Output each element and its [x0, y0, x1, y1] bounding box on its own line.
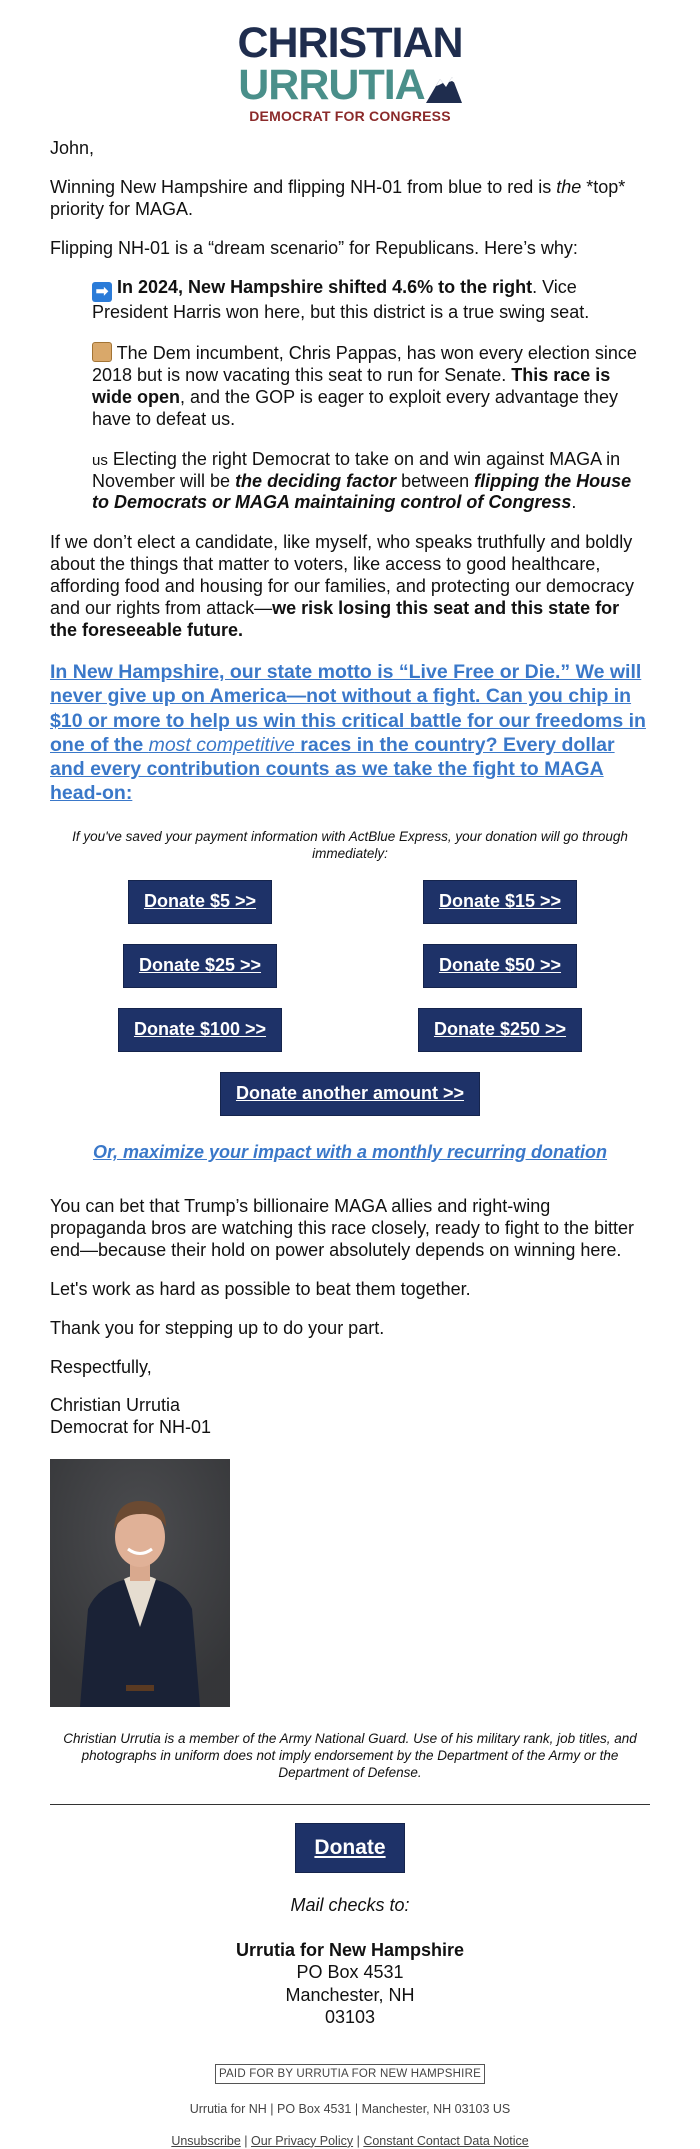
- donate-100-button[interactable]: Donate $100 >>: [118, 1008, 282, 1052]
- logo-first-name: CHRISTIAN: [237, 19, 463, 67]
- campaign-logo: [0, 0, 700, 125]
- arrow-right-icon: ➡: [92, 282, 112, 302]
- unsubscribe-link[interactable]: Unsubscribe: [171, 2133, 241, 2148]
- mailing-address: [50, 1939, 650, 2029]
- donate-button-grid: [50, 880, 650, 1052]
- candidate-portrait-image: [50, 1459, 230, 1707]
- donate-25-button[interactable]: Donate $25 >>: [123, 944, 277, 988]
- reasons-list: [50, 277, 650, 515]
- why-paragraph: Flipping NH-01 is a “dream scenario” for Republicans. Here’s why:: [50, 237, 578, 258]
- mail-checks-label: Mail checks to:: [290, 1894, 410, 1915]
- signature-title: Democrat for NH-01: [50, 1417, 212, 1438]
- footer-links: Unsubscribe | Our Privacy Policy | Constant Contact Data Notice: [171, 2133, 529, 2148]
- donate-cta-link[interactable]: In New Hampshire, our state motto is “Live Free or Die.” We will never give up on America—not without a fight. Can you chip in $10 or more to help us win this critical battle for our freedoms in one of the most competitive races in the country? Every dollar and every contribution counts as we take the fight to MAGA head-on:: [50, 661, 646, 805]
- logo-last-name-row: [238, 61, 461, 110]
- us-flag-icon: us: [92, 451, 108, 469]
- constant-contact-notice-link[interactable]: Constant Contact Data Notice: [363, 2133, 529, 2148]
- donate-5-button[interactable]: Donate $5 >>: [128, 880, 272, 924]
- sign-off: Respectfully,: [50, 1356, 152, 1377]
- footer-address: Urrutia for NH | PO Box 4531 | Manchester, NH 03103 US: [189, 2101, 511, 2116]
- paid-for-disclaimer: PAID FOR BY URRUTIA FOR NEW HAMPSHIRE: [215, 2064, 485, 2084]
- mailing-address-line3: 03103: [324, 2007, 376, 2028]
- donate-15-button[interactable]: Donate $15 >>: [423, 880, 577, 924]
- privacy-policy-link[interactable]: Our Privacy Policy: [251, 2133, 354, 2148]
- donate-other-amount-button[interactable]: Donate another amount >>: [220, 1072, 480, 1116]
- military-disclaimer: Christian Urrutia is a member of the Army National Guard. Use of his military rank, job titles, and photographs in uniform does not imply endorsement by the Department of the Army or the Department of Defense.: [63, 1731, 637, 1781]
- divider: [50, 1804, 650, 1805]
- mailing-address-line2: Manchester, NH: [285, 1984, 415, 2005]
- signature-name: Christian Urrutia: [50, 1395, 181, 1416]
- candidate-photo: [50, 1459, 230, 1707]
- logo-last-name: URRUTIA: [238, 61, 425, 110]
- reason-item-incumbent: The Dem incumbent, Chris Pappas, has won every election since 2018 but is now vacating this seat to run for Senate. This race is wide open, and the GOP is eager to exploit every advantage they have to defeat us.: [92, 342, 637, 429]
- closing-paragraph-3: Thank you for stepping up to do your part.: [50, 1317, 385, 1338]
- closing-paragraph-1: You can bet that Trump’s billionaire MAGA allies and right-wing propaganda bros are watching this race closely, ready to fight to the bitter end—because their hold on power absolutely depends on winning here.: [50, 1195, 634, 1260]
- email-body: [0, 110, 700, 2149]
- reason-item-shift: ➡ In 2024, New Hampshire shifted 4.6% to the right. Vice President Harris won here, but this district is a true swing seat.: [92, 276, 590, 322]
- greeting: John,: [50, 138, 95, 158]
- intro-paragraph: Winning New Hampshire and flipping NH-01 from blue to red is the *top* priority for MAGA.: [50, 176, 626, 219]
- mailing-address-line1: PO Box 4531: [296, 1962, 404, 1983]
- donate-50-button[interactable]: Donate $50 >>: [423, 944, 577, 988]
- monthly-recurring-link[interactable]: Or, maximize your impact with a monthly recurring donation: [92, 1141, 608, 1162]
- mailing-address-org: Urrutia for New Hampshire: [235, 1939, 465, 1960]
- actblue-note: If you've saved your payment information with ActBlue Express, your donation will go through immediately:: [72, 829, 628, 862]
- reason-item-deciding-factor: us Electing the right Democrat to take on and win against MAGA in November will be the deciding factor between flipping the House to Democrats or MAGA maintaining control of Congress.: [92, 448, 632, 513]
- ballot-box-icon: [92, 342, 112, 362]
- closing-paragraph-2: Let's work as hard as possible to beat them together.: [50, 1278, 471, 1299]
- donate-button[interactable]: Donate: [295, 1823, 404, 1873]
- stakes-paragraph: If we don’t elect a candidate, like myself, who speaks truthfully and boldly about the things that matter to voters, like access to good healthcare, affording food and housing for our families, and protecting our democracy and our rights from attack—we risk losing this seat and this state for the foreseeable future.: [50, 532, 635, 641]
- logo-tagline: DEMOCRAT FOR CONGRESS: [249, 108, 451, 125]
- mountain-icon: [426, 73, 462, 103]
- donate-250-button[interactable]: Donate $250 >>: [418, 1008, 582, 1052]
- signature: [50, 1395, 650, 1439]
